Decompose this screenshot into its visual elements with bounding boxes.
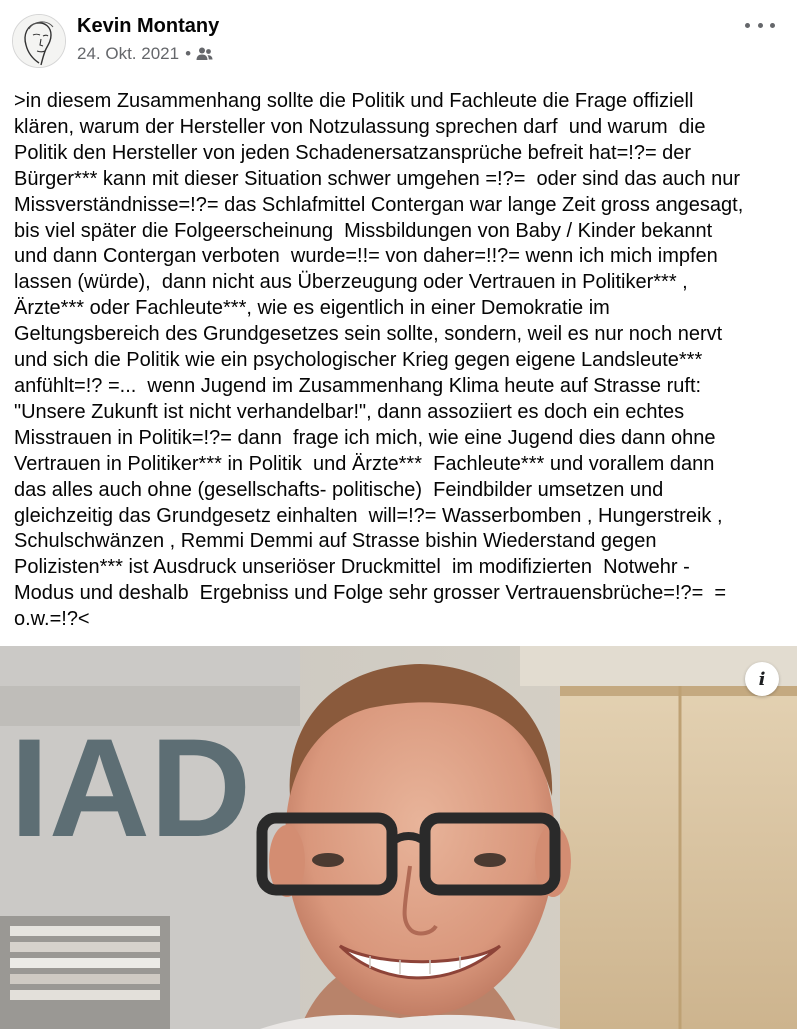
more-dot (770, 23, 775, 28)
more-dot (745, 23, 750, 28)
background-letters: IAD (10, 709, 252, 866)
post-photo[interactable] (0, 646, 797, 1029)
post-text: >in diesem Zusammenhang sollte die Politik und Fachleute die Frage offiziell klären, warum der Hersteller von Notzulassung sprechen darf und warum die Politik den Hersteller von jeden Schadenersatzansprüche befreit hat=!?= der Bürger*** kann mit dieser Situation schwer umgehen =!?= oder sind das auch nur Missverständnisse=!?= das Schlafmittel Contergan war lange Zeit gross angesagt, bis viel später die Folgeerscheinung Missbildungen von Baby / Kinder bekannt und dann Contergan verboten wurde=!!= von daher=!!?= wenn ich mich impfen lassen (würde), dann nicht aus Überzeugung oder Vertrauen in Politiker*** , Ärzte*** oder Fachleute***, wie es eigentlich in einer Demokratie im Geltungsbereich des Grundgesetzes sein sollte, sondern, weil es nur noch nervt und sich die Politik wie ein psychologischer Krieg gegen eigene Landsleute*** anfühlt=!? =... wenn Jugend im Zusammenhang Klima heute auf Strasse ruft: "Unsere Zukunft ist nicht verhandelbar!", dann assoziiert es doch ein echtes Misstrauen in Politik=!?= dann frage ich mich, wie eine Jugend dies dann ohne Vertrauen in Politiker*** in Politik und Ärzte*** Fachleute*** und vorallem dann das alles auch ohne (gesellschafts- politische) Feindbilder umsetzen und gleichzeitig das Grundgesetz einhalten will=!?= Wasserbomben , Hungerstreik , Schulschwänzen , Remmi Demmi auf Strasse bishin Wiederstand gegen Polizisten*** ist Ausdruck unseriöser Druckmittel im modifizierten Notwehr - Modus und deshalb Ergebniss und Folge sehr grosser Vertrauensbrüche=!?= = o.w.=!?< (14, 90, 744, 631)
author-name[interactable]: Kevin Montany (77, 15, 220, 37)
avatar-sketch-icon (13, 15, 66, 68)
meta-separator: • (185, 44, 192, 63)
more-dot (758, 23, 763, 28)
more-options-button[interactable] (745, 14, 775, 36)
portrait-photo (0, 646, 797, 1029)
info-button[interactable]: i (745, 662, 779, 696)
post-meta (77, 44, 213, 64)
post-date[interactable]: 24. Okt. 2021 (77, 44, 180, 63)
avatar[interactable] (12, 14, 66, 68)
friends-icon[interactable] (196, 47, 213, 61)
post-header (0, 0, 797, 80)
